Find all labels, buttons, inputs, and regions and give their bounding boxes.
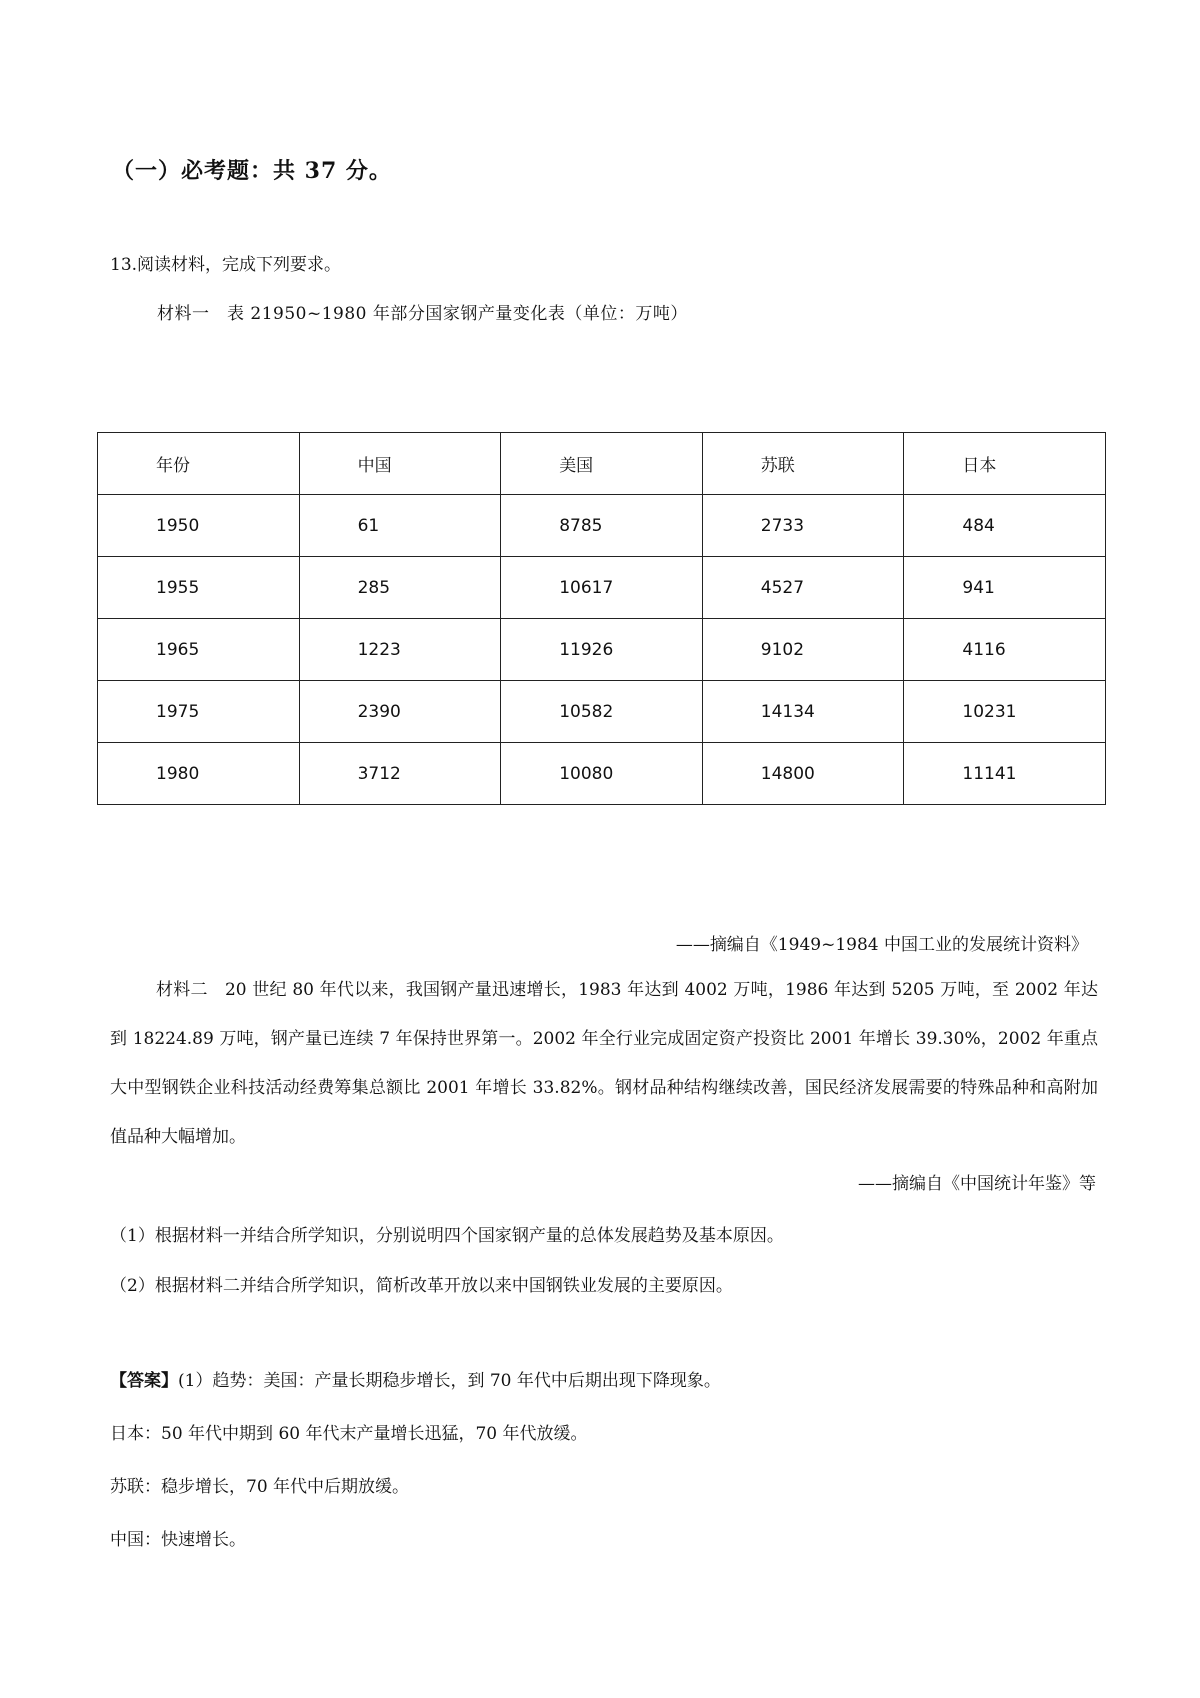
table-cell: 11926 — [501, 619, 703, 681]
answer-text: (1）趋势：美国：产量长期稳步增长，到 70 年代中后期出现下降现象。 — [178, 1371, 721, 1391]
table-cell: 1975 — [98, 681, 300, 743]
table-cell: 10617 — [501, 557, 703, 619]
table-header-cell: 年份 — [98, 433, 300, 495]
sub-question-1: （1）根据材料一并结合所学知识，分别说明四个国家钢产量的总体发展趋势及基本原因。 — [110, 1226, 784, 1246]
sub-question-2: （2）根据材料二并结合所学知识，简析改革开放以来中国钢铁业发展的主要原因。 — [110, 1276, 733, 1296]
answer-line-1 — [110, 1366, 721, 1391]
section-heading: （一）必考题：共 37 分。 — [112, 158, 392, 184]
table-cell: 2390 — [299, 681, 501, 743]
table-row — [98, 681, 1106, 743]
table-row — [98, 619, 1106, 681]
table-cell: 10231 — [904, 681, 1106, 743]
table-header-row — [98, 433, 1106, 495]
answer-tag: 【答案】 — [110, 1371, 178, 1391]
table-cell: 285 — [299, 557, 501, 619]
table-header-cell: 中国 — [299, 433, 501, 495]
table-cell: 10080 — [501, 743, 703, 805]
table-cell: 3712 — [299, 743, 501, 805]
table-header-cell: 美国 — [501, 433, 703, 495]
table-cell: 61 — [299, 495, 501, 557]
table-cell: 1980 — [98, 743, 300, 805]
table-cell: 941 — [904, 557, 1106, 619]
table-cell: 9102 — [702, 619, 904, 681]
question-title: 13.阅读材料，完成下列要求。 — [110, 255, 342, 275]
table-cell: 484 — [904, 495, 1106, 557]
table-cell: 1965 — [98, 619, 300, 681]
table-cell: 8785 — [501, 495, 703, 557]
table-header-cell: 苏联 — [702, 433, 904, 495]
table-cell: 10582 — [501, 681, 703, 743]
table-cell: 4527 — [702, 557, 904, 619]
table-cell: 1223 — [299, 619, 501, 681]
material2-paragraph — [110, 966, 1098, 1162]
steel-output-table — [97, 432, 1106, 805]
answer-line-4: 中国：快速增长。 — [110, 1530, 246, 1550]
table-cell: 11141 — [904, 743, 1106, 805]
table-row — [98, 557, 1106, 619]
material2-source: ——摘编自《中国统计年鉴》等 — [858, 1174, 1096, 1194]
table-header-cell: 日本 — [904, 433, 1106, 495]
table-cell: 1950 — [98, 495, 300, 557]
table-cell: 1955 — [98, 557, 300, 619]
table-row — [98, 495, 1106, 557]
table-row — [98, 743, 1106, 805]
answer-line-3: 苏联：稳步增长，70 年代中后期放缓。 — [110, 1477, 410, 1497]
table-cell: 14134 — [702, 681, 904, 743]
material1-source: ——摘编自《1949~1984 中国工业的发展统计资料》 — [675, 935, 1088, 955]
answer-line-2: 日本：50 年代中期到 60 年代末产量增长迅猛，70 年代放缓。 — [110, 1424, 588, 1444]
table-cell: 4116 — [904, 619, 1106, 681]
material2-text: 材料二 20 世纪 80 年代以来，我国钢产量迅速增长，1983 年达到 4002 万吨，1986 年达到 5205 万吨，至 2002 年达到 18224.89 万吨，钢产量已连续 7 年保持世界第一。2002 年全行业完成固定资产投资比 2001 年增长 39.30%，2002 年重点大中型钢铁企业科技活动经费筹集总额比 2001 年增长 33.82%。钢材品种结构继续改善，国民经济发展需要的特殊品种和高附加值品种大幅增加。 — [110, 980, 1098, 1147]
material1-caption: 材料一 表 21950~1980 年部分国家钢产量变化表（单位：万吨） — [157, 304, 688, 324]
table-cell: 14800 — [702, 743, 904, 805]
table-cell: 2733 — [702, 495, 904, 557]
